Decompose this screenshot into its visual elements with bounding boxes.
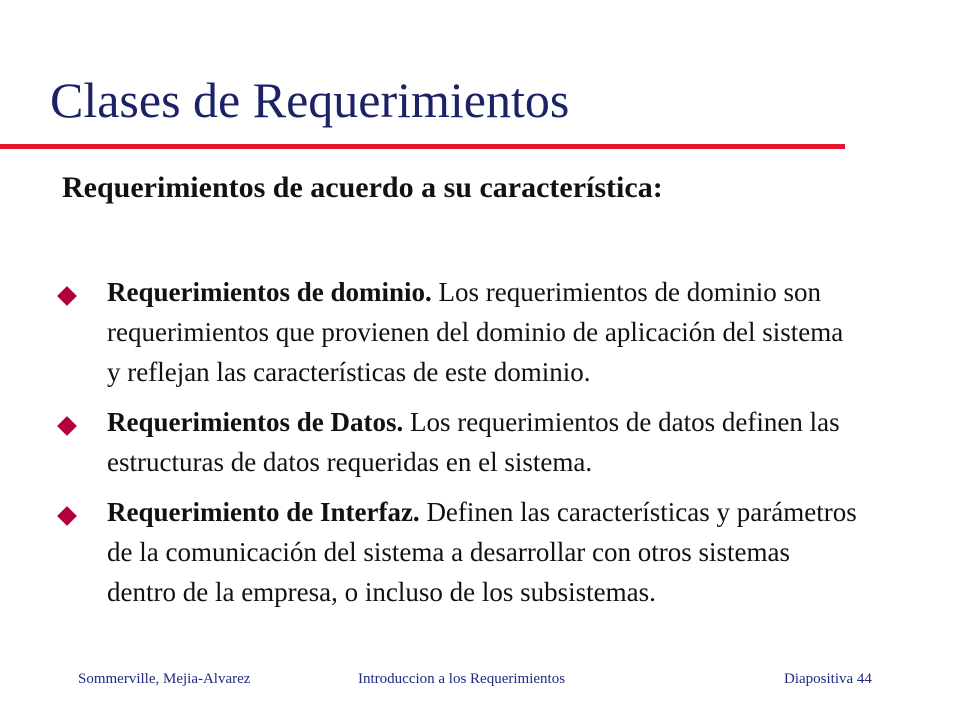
footer-slide-number: Diapositiva 44 [784,671,872,687]
bullet-item-dominio [60,272,860,392]
bullet-text: Los requerimientos de dominio son requerimientos que provienen del dominio de aplicación del sistema y reflejan las características de este dominio. [107,277,844,387]
diamond-bullet-icon [57,416,77,436]
footer-authors: Sommerville, Mejia-Alvarez [78,671,251,687]
bullet-term: Requerimiento de Interfaz. [107,497,420,527]
footer-course-title: Introduccion a los Requerimientos [358,671,566,687]
bullet-list [60,272,860,622]
diamond-bullet-icon [57,286,77,306]
diamond-bullet-icon [57,506,77,526]
slide-title: Clases de Requerimientos [50,72,570,128]
bullet-text: Los requerimientos de datos definen las estructuras de datos requeridas en el sistema. [107,407,840,477]
bullet-term: Requerimientos de Datos. [107,407,404,437]
title-underline-rule [0,144,845,149]
bullet-item-datos [60,402,860,482]
slide-subtitle: Requerimientos de acuerdo a su característica: [62,171,663,204]
bullet-item-interfaz [60,492,860,612]
bullet-term: Requerimientos de dominio. [107,277,432,307]
bullet-text: Definen las características y parámetros de la comunicación del sistema a desarrollar con otros sistemas dentro de la empresa, o incluso de los subsistemas. [107,497,857,607]
